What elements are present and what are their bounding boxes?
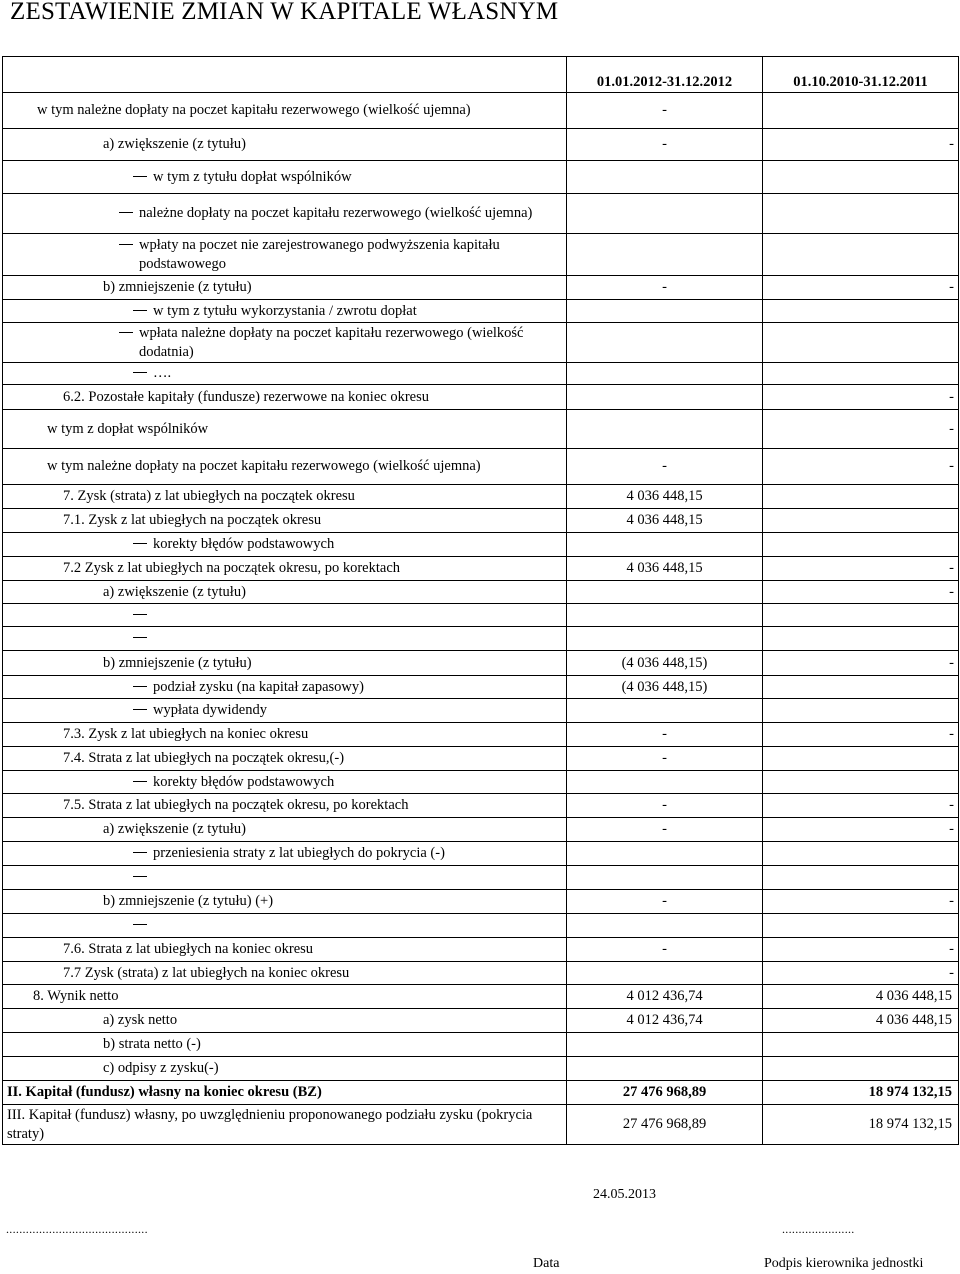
- value-2012: 4 012 436,74: [567, 985, 763, 1009]
- value-2011: -: [763, 581, 959, 604]
- row-label-cell: [3, 1081, 567, 1105]
- value-2012: (4 036 448,15): [567, 651, 763, 676]
- value-2011: -: [763, 410, 959, 449]
- row-label: należne dopłaty na poczet kapitału rezerwowego (wielkość ujemna): [139, 205, 533, 221]
- table-row: [3, 485, 959, 509]
- row-label-cell: [3, 323, 567, 363]
- value-2011: [763, 93, 959, 129]
- value-2011: -: [763, 449, 959, 485]
- value-2011: [763, 509, 959, 533]
- dash-marker: [133, 876, 147, 877]
- value-2011: [763, 234, 959, 276]
- row-label: II. Kapitał (fundusz) własny na koniec okresu (BZ): [7, 1084, 322, 1100]
- value-2012: [567, 1057, 763, 1081]
- value-2012: 4 036 448,15: [567, 509, 763, 533]
- table-row: [3, 449, 959, 485]
- value-2011: -: [763, 723, 959, 747]
- footer-date-value: 24.05.2013: [593, 1187, 656, 1202]
- row-label: w tym należne dopłaty na poczet kapitału rezerwowego (wielkość ujemna): [37, 102, 471, 118]
- value-2011: -: [763, 818, 959, 842]
- table-row: [3, 1057, 959, 1081]
- value-2012: 4 036 448,15: [567, 557, 763, 581]
- row-label: podział zysku (na kapitał zapasowy): [153, 678, 364, 695]
- table-row: [3, 557, 959, 581]
- value-2011: 18 974 132,15: [763, 1105, 959, 1145]
- dash-marker: [119, 212, 133, 213]
- dash-marker: [133, 781, 147, 782]
- row-label-cell: [3, 890, 567, 914]
- row-label-cell: [3, 794, 567, 818]
- table-row: [3, 723, 959, 747]
- row-label: b) zmniejszenie (z tytułu): [103, 279, 252, 295]
- row-label: 7.6. Strata z lat ubiegłych na koniec okresu: [63, 941, 314, 957]
- value-2012: -: [567, 818, 763, 842]
- row-label-cell: [3, 1009, 567, 1033]
- row-label-cell: [3, 363, 567, 385]
- row-label-cell: [3, 557, 567, 581]
- table-row: [3, 300, 959, 323]
- row-label: 7.1. Zysk z lat ubiegłych na początek okresu: [63, 512, 322, 528]
- equity-changes-table: [2, 56, 959, 1145]
- value-2011: [763, 842, 959, 866]
- value-2012: -: [567, 449, 763, 485]
- row-label: b) zmniejszenie (z tytułu) (+): [103, 893, 274, 909]
- row-label: c) odpisy z zysku(-): [103, 1060, 219, 1076]
- table-row: [3, 747, 959, 771]
- value-2011: -: [763, 794, 959, 818]
- page-title: ZESTAWIENIE ZMIAN W KAPITALE WŁASNYM: [10, 0, 559, 25]
- table-row: [3, 699, 959, 723]
- dash-marker: [133, 543, 147, 544]
- row-label: 7.2 Zysk z lat ubiegłych na początek okresu, po korektach: [63, 560, 401, 576]
- value-2012: -: [567, 794, 763, 818]
- table-row: [3, 234, 959, 276]
- row-label-cell: [3, 723, 567, 747]
- table-row: [3, 194, 959, 234]
- row-label: w tym z tytułu dopłat wspólników: [153, 168, 352, 185]
- table-row: [3, 533, 959, 557]
- value-2012: -: [567, 129, 763, 161]
- value-2011: -: [763, 890, 959, 914]
- value-2012: -: [567, 276, 763, 300]
- table-row: [3, 509, 959, 533]
- value-2012: [567, 234, 763, 276]
- value-2011: [763, 533, 959, 557]
- row-label: 7.4. Strata z lat ubiegłych na początek okresu,(-): [63, 750, 345, 766]
- row-label-cell: [3, 747, 567, 771]
- value-2011: [763, 1033, 959, 1057]
- row-label: 7. Zysk (strata) z lat ubiegłych na początek okresu: [63, 488, 355, 504]
- table-row: [3, 1081, 959, 1105]
- value-2011: [763, 914, 959, 938]
- value-2012: (4 036 448,15): [567, 676, 763, 699]
- table-row: [3, 410, 959, 449]
- footer-dots-right: ......................: [782, 1222, 855, 1236]
- column-header-2011: 01.10.2010-31.12.2011: [763, 57, 959, 93]
- row-label: 7.7 Zysk (strata) z lat ubiegłych na koniec okresu: [63, 964, 350, 981]
- table-row: [3, 129, 959, 161]
- value-2012: [567, 161, 763, 194]
- row-label-cell: [3, 581, 567, 604]
- value-2011: [763, 323, 959, 363]
- row-label-cell: [3, 627, 567, 651]
- footer-signature-label: Podpis kierownika jednostki: [764, 1256, 924, 1271]
- table-row: [3, 604, 959, 627]
- dash-marker: [119, 332, 133, 333]
- value-2011: -: [763, 938, 959, 962]
- table-row: [3, 93, 959, 129]
- row-label-cell: [3, 699, 567, 723]
- row-label-cell: [3, 410, 567, 449]
- value-2011: [763, 747, 959, 771]
- row-label: a) zysk netto: [103, 1012, 178, 1028]
- dash-marker: [133, 709, 147, 710]
- row-label-cell: [3, 1105, 567, 1145]
- table-row: [3, 866, 959, 890]
- row-label: w tym z tytułu wykorzystania / zwrotu dopłat: [153, 302, 417, 319]
- value-2012: [567, 962, 763, 985]
- table-row: [3, 363, 959, 385]
- row-label-cell: [3, 161, 567, 194]
- header-row: [3, 57, 959, 93]
- value-2011: [763, 627, 959, 651]
- value-2012: [567, 699, 763, 723]
- value-2011: [763, 485, 959, 509]
- row-label-cell: [3, 449, 567, 485]
- value-2012: [567, 581, 763, 604]
- row-label: w tym należne dopłaty na poczet kapitału rezerwowego (wielkość ujemna): [47, 458, 481, 474]
- row-label-cell: [3, 129, 567, 161]
- row-label: korekty błędów podstawowych: [153, 536, 335, 552]
- row-label: wypłata dywidendy: [153, 702, 267, 718]
- row-label-cell: [3, 485, 567, 509]
- dash-marker: [133, 310, 147, 311]
- row-label: a) zwiększenie (z tytułu): [103, 821, 246, 837]
- value-2012: [567, 323, 763, 363]
- table-row: [3, 161, 959, 194]
- row-label: 7.3. Zysk z lat ubiegłych na koniec okresu: [63, 726, 309, 742]
- table-row: [3, 276, 959, 300]
- table-row: [3, 962, 959, 985]
- value-2011: 4 036 448,15: [763, 1009, 959, 1033]
- footer-date-label: Data: [533, 1256, 560, 1271]
- table-row: [3, 914, 959, 938]
- value-2012: [567, 866, 763, 890]
- table-row: [3, 581, 959, 604]
- row-label-cell: [3, 93, 567, 129]
- row-label-cell: [3, 866, 567, 890]
- dash-marker: [133, 852, 147, 853]
- row-label-cell: [3, 842, 567, 866]
- row-label-cell: [3, 604, 567, 627]
- value-2012: [567, 842, 763, 866]
- table-row: [3, 818, 959, 842]
- table-row: [3, 985, 959, 1009]
- value-2011: 4 036 448,15: [763, 985, 959, 1009]
- table-row: [3, 938, 959, 962]
- row-label: przeniesienia straty z lat ubiegłych do pokrycia (-): [153, 845, 445, 861]
- table-row: [3, 676, 959, 699]
- dash-marker: [133, 637, 147, 638]
- value-2012: -: [567, 93, 763, 129]
- value-2012: [567, 363, 763, 385]
- value-2012: 27 476 968,89: [567, 1081, 763, 1105]
- row-label: a) zwiększenie (z tytułu): [103, 136, 246, 152]
- value-2011: [763, 363, 959, 385]
- value-2012: [567, 194, 763, 234]
- row-label-cell: [3, 533, 567, 557]
- dash-marker: [133, 686, 147, 687]
- value-2011: [763, 300, 959, 323]
- value-2011: [763, 1057, 959, 1081]
- row-label-cell: [3, 962, 567, 985]
- value-2012: [567, 914, 763, 938]
- value-2011: -: [763, 385, 959, 410]
- value-2012: [567, 627, 763, 651]
- value-2012: [567, 385, 763, 410]
- table-row: [3, 1105, 959, 1145]
- value-2012: 27 476 968,89: [567, 1105, 763, 1145]
- value-2011: [763, 676, 959, 699]
- value-2012: -: [567, 938, 763, 962]
- value-2012: 4 036 448,15: [567, 485, 763, 509]
- row-label-cell: [3, 276, 567, 300]
- value-2012: [567, 1033, 763, 1057]
- dash-marker: [133, 614, 147, 615]
- table-row: [3, 385, 959, 410]
- row-label: korekty błędów podstawowych: [153, 773, 335, 790]
- table-row: [3, 771, 959, 794]
- value-2011: [763, 699, 959, 723]
- value-2011: -: [763, 962, 959, 985]
- table-row: [3, 1009, 959, 1033]
- row-label-cell: [3, 1033, 567, 1057]
- value-2012: -: [567, 723, 763, 747]
- row-label: w tym z dopłat wspólników: [47, 420, 209, 437]
- value-2011: [763, 771, 959, 794]
- row-label-cell: [3, 300, 567, 323]
- row-label: 6.2. Pozostałe kapitały (fundusze) rezerwowe na koniec okresu: [63, 388, 429, 405]
- value-2011: -: [763, 651, 959, 676]
- value-2011: [763, 194, 959, 234]
- row-label: 7.5. Strata z lat ubiegłych na początek okresu, po korektach: [63, 797, 409, 813]
- value-2011: -: [763, 129, 959, 161]
- row-label-cell: [3, 676, 567, 699]
- table-row: [3, 1033, 959, 1057]
- row-label-cell: [3, 234, 567, 276]
- value-2011: [763, 161, 959, 194]
- value-2012: [567, 771, 763, 794]
- row-label: wpłaty na poczet nie zarejestrowanego podwyższenia kapitału podstawowego: [139, 236, 500, 272]
- value-2011: [763, 866, 959, 890]
- row-label: III. Kapitał (fundusz) własny, po uwzględnieniu proponowanego podziału zysku (pokrycia straty): [7, 1106, 533, 1142]
- value-2011: 18 974 132,15: [763, 1081, 959, 1105]
- row-label-cell: [3, 651, 567, 676]
- column-header-2012: 01.01.2012-31.12.2012: [567, 57, 763, 93]
- row-label-cell: [3, 985, 567, 1009]
- dash-marker: [133, 176, 147, 177]
- dash-marker: [133, 924, 147, 925]
- row-label: 8. Wynik netto: [33, 988, 119, 1004]
- value-2012: -: [567, 747, 763, 771]
- value-2012: [567, 533, 763, 557]
- value-2012: [567, 604, 763, 627]
- row-label-cell: [3, 938, 567, 962]
- value-2011: [763, 604, 959, 627]
- value-2012: 4 012 436,74: [567, 1009, 763, 1033]
- row-label: b) strata netto (-): [103, 1036, 201, 1052]
- row-label-cell: [3, 509, 567, 533]
- value-2012: -: [567, 890, 763, 914]
- row-label: a) zwiększenie (z tytułu): [103, 583, 246, 600]
- value-2011: -: [763, 276, 959, 300]
- table-row: [3, 651, 959, 676]
- table-row: [3, 323, 959, 363]
- dash-marker: [119, 244, 133, 245]
- dash-marker: [133, 372, 147, 373]
- row-label-cell: [3, 818, 567, 842]
- row-label-cell: [3, 914, 567, 938]
- table-row: [3, 627, 959, 651]
- row-label: wpłata należne dopłaty na poczet kapitału rezerwowego (wielkość dodatnia): [139, 324, 524, 360]
- row-label-cell: [3, 771, 567, 794]
- row-label-cell: [3, 1057, 567, 1081]
- table-row: [3, 842, 959, 866]
- row-label: b) zmniejszenie (z tytułu): [103, 654, 252, 671]
- value-2012: [567, 410, 763, 449]
- row-label: ….: [153, 365, 172, 381]
- footer-dots-left: ...........................................: [6, 1222, 148, 1236]
- row-label-cell: [3, 194, 567, 234]
- table-row: [3, 890, 959, 914]
- value-2012: [567, 300, 763, 323]
- row-label-cell: [3, 385, 567, 410]
- table-row: [3, 794, 959, 818]
- value-2011: -: [763, 557, 959, 581]
